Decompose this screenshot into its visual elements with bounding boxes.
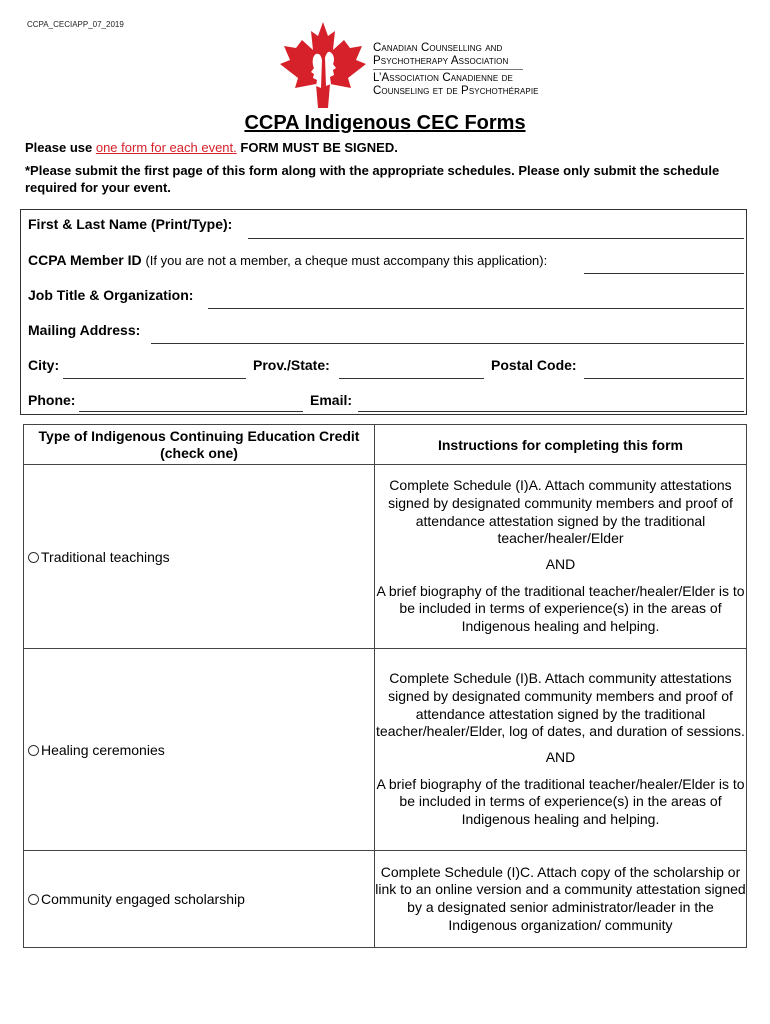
- email-field[interactable]: [358, 411, 744, 412]
- option-label: Traditional teachings: [41, 548, 170, 565]
- option-label: Healing ceremonies: [41, 741, 165, 758]
- table-row: [24, 851, 747, 948]
- option-cell: [24, 649, 375, 851]
- org-name-en-2: Psychotherapy Association: [373, 54, 509, 67]
- member-id-text: CCPA Member ID: [28, 252, 142, 268]
- intro-submit-note: *Please submit the first page of this form along with the appropriate schedules. Please only submit the schedule required for your event.: [25, 163, 720, 195]
- option-cell: [24, 465, 375, 649]
- mailing-field[interactable]: [151, 343, 744, 344]
- phone-label: Phone:: [28, 392, 76, 408]
- col-instructions-header: Instructions for completing this form: [375, 425, 747, 465]
- option-label: Community engaged scholarship: [41, 891, 245, 907]
- intro-one-form: one form for each event.: [95, 140, 237, 155]
- instruction-text: A brief biography of the traditional teacher/healer/Elder is to be included in terms of experience(s) in the areas of Indigenous healing and helping.: [376, 775, 745, 828]
- table-row: [24, 465, 747, 649]
- postal-label: Postal Code:: [491, 357, 577, 373]
- radio-healing-ceremonies[interactable]: [28, 745, 39, 756]
- intro-line-1: [25, 140, 398, 155]
- org-name-fr-2: Counseling et de Psychothérapie: [373, 84, 539, 97]
- org-name-block: [373, 42, 539, 97]
- radio-traditional-teachings[interactable]: [28, 552, 39, 563]
- member-id-label: [28, 252, 547, 268]
- city-label: City:: [28, 357, 60, 373]
- org-name-en-1: Canadian Counselling and: [373, 42, 503, 54]
- name-field[interactable]: [248, 238, 744, 239]
- mailing-label: Mailing Address:: [28, 322, 141, 338]
- table-row: [24, 649, 747, 851]
- instructions-cell: [375, 851, 747, 948]
- intro-must-sign: FORM MUST BE SIGNED.: [240, 140, 398, 155]
- instruction-text: A brief biography of the traditional teacher/healer/Elder is to be included in terms of experience(s) in the areas of Indigenous healing and helping.: [376, 582, 745, 635]
- and-text: AND: [545, 749, 576, 765]
- job-field[interactable]: [208, 308, 744, 309]
- job-label: Job Title & Organization:: [28, 287, 194, 303]
- prov-label: Prov./State:: [253, 357, 330, 373]
- instructions-cell: [375, 649, 747, 851]
- instruction-text: Complete Schedule (I)C. Attach copy of the scholarship or link to an online version and a community attestation signed by a designated senior administrator/leader in the Indigenous organization/ community: [375, 863, 746, 933]
- instruction-text: Complete Schedule (I)A. Attach community attestations signed by designated community members and proof of attendance attestation signed by the traditional teacher/healer/Elder: [388, 477, 733, 547]
- city-field[interactable]: [63, 378, 246, 379]
- option-cell: [24, 851, 375, 948]
- instruction-text: Complete Schedule (I)B. Attach community attestations signed by designated community members and proof of attendance attestation signed by the traditional teacher/healer/Elder, log of dates, and duration of sessions.: [376, 670, 745, 740]
- org-divider: [373, 69, 523, 70]
- postal-field[interactable]: [584, 378, 744, 379]
- col-type-header: Type of Indigenous Continuing Education Credit (check one): [24, 425, 375, 465]
- name-label: First & Last Name (Print/Type):: [28, 216, 233, 232]
- phone-field[interactable]: [79, 411, 303, 412]
- applicant-info-box: [20, 209, 747, 415]
- instructions-cell: [375, 465, 747, 649]
- and-text: AND: [545, 556, 576, 572]
- ccpa-logo: [278, 20, 368, 110]
- prov-field[interactable]: [339, 378, 484, 379]
- intro-please-use: Please use: [25, 140, 93, 155]
- org-name-fr-1: L’Association Canadienne de: [373, 72, 513, 85]
- form-code: CCPA_CECIAPP_07_2019: [27, 20, 124, 29]
- member-id-field[interactable]: [584, 273, 744, 274]
- cec-type-table: [23, 424, 746, 947]
- radio-community-engaged-scholarship[interactable]: [28, 894, 39, 905]
- page-title: CCPA Indigenous CEC Forms: [244, 112, 526, 134]
- email-label: Email:: [310, 392, 353, 408]
- member-id-note: (If you are not a member, a cheque must accompany this application):: [145, 253, 548, 268]
